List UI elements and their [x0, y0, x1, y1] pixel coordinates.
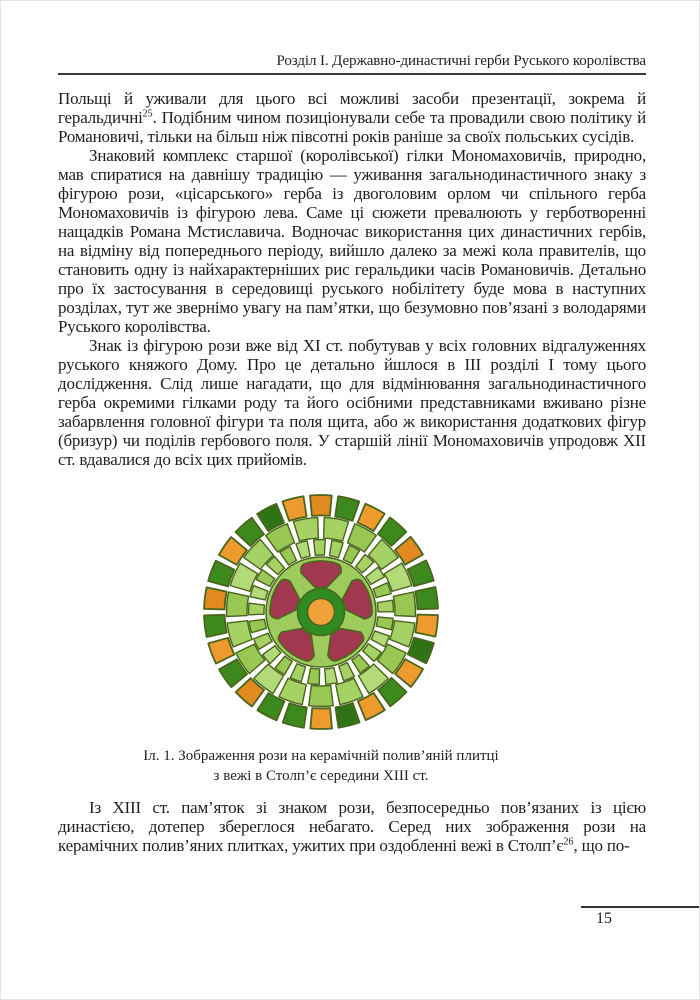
- mosaic-tile: [325, 668, 338, 685]
- rose-petal: [278, 628, 314, 661]
- paragraph-1: [58, 89, 646, 146]
- mosaic-tile: [415, 615, 438, 637]
- mosaic-tile: [335, 703, 359, 728]
- running-header-title: Розділ І. Державно-династичні герби Руського королівства: [276, 53, 646, 69]
- rose-hub-core: [308, 599, 335, 626]
- mosaic-tile: [227, 592, 249, 617]
- mosaic-tile: [330, 540, 344, 557]
- page-number: 15: [596, 910, 612, 927]
- mosaic-tile: [310, 495, 332, 516]
- mosaic-tile: [249, 619, 266, 632]
- header-rule: [58, 73, 646, 75]
- mosaic-tile: [208, 638, 234, 664]
- mosaic-tile: [248, 603, 264, 615]
- paragraph-2: Знаковий комплекс старшої (королівської) гілки Мономаховичів, природно, мав спиратися на давнішу традицію — уживання загальнодинастичного знаку з фігурою рози, «цісарського» герба із двоголовим орлом чи спільного герба Мономаховичів із фігурою лева. Саме ці сюжети превалюють у герботворенні нащадків Романа Мстиславича. Водночас використання цих династичних гербів, на відміну від попереднього періоду, вийшло далеко за межі кола правителів, що становить одну із найхарактерніших рис геральдики часів Романовичів. Детально про їх застосування в середовищі руського нобілітету буде мова в наступних розділах, тут же звернімо увагу на пам’ятки, що безумовно пов’язані з володарями Руського королівства.: [58, 146, 646, 336]
- mosaic-tile: [283, 703, 307, 728]
- paragraph-1-text: Польщі й уживали для цього всі можливі засоби презентації, зокрема й геральдичні: [58, 89, 646, 127]
- mosaic-tile: [376, 617, 393, 630]
- footer-rule: [581, 906, 700, 908]
- mosaic-tile: [308, 668, 320, 684]
- figure-caption-line2: з вежі в Столп’є середини XIII ст.: [213, 768, 429, 784]
- paragraph-4: [58, 798, 646, 855]
- mosaic-tile: [408, 560, 434, 586]
- rose-tile-mosaic-illustration: [201, 492, 441, 732]
- mosaic-tile: [250, 586, 268, 600]
- paragraph-4-text-cont: , що по-: [573, 836, 630, 855]
- mosaic-tile: [415, 587, 438, 609]
- mosaic-tile: [371, 631, 389, 647]
- mosaic-tile: [293, 518, 318, 542]
- mosaic-tile: [377, 600, 393, 612]
- mosaic-tile: [204, 615, 227, 637]
- mosaic-tile: [263, 646, 281, 664]
- mosaic-tile: [324, 518, 349, 542]
- mosaic-tile: [408, 638, 434, 664]
- mosaic-tile: [227, 621, 252, 647]
- mosaic-tile: [219, 537, 247, 565]
- paragraph-4-text: Із XIII ст. пам’яток зі знаком рози, безпосередньо пов’язаних із цією династією, дотепер збереглося небагато. Серед них зображення рози на керамічних полив’яних плитках, ужитих при оздобленні вежі в Столп’є: [58, 798, 646, 855]
- mosaic-tile: [309, 685, 334, 706]
- mosaic-tile: [393, 592, 415, 617]
- footnote-ref-25: 25: [142, 108, 153, 120]
- mosaic-tile: [256, 570, 275, 587]
- body-text: [58, 89, 646, 491]
- paragraph-3: Знак із фігурою рози вже від XI ст. побутував у всіх головних відгалуженнях руського княжого Дому. Про це детально йшлося в III розділі I тому цього дослідження. Слід лише нагадати, що для відмінювання загальнодинастичного герба окремими гілками роду та його осібними представниками вживано різне забарвлення головної фігури та поля щита, або ж використання додаткових фігур (бризур) чи поділів гербового поля. У старшій лінії Мономаховичів упродовж XII ст. вдавалися до всіх цих прийомів.: [58, 336, 646, 469]
- mosaic-tile: [373, 583, 391, 598]
- figure-caption-line1: Іл. 1. Зображення рози на керамічній полив’яній плитці: [143, 748, 499, 764]
- body-text-tail: [58, 798, 646, 860]
- mosaic-tile: [390, 621, 415, 647]
- mosaic-tile: [290, 664, 305, 682]
- figure-caption: [27, 746, 615, 786]
- mosaic-tile: [208, 561, 234, 587]
- mosaic-tile: [204, 587, 227, 609]
- mosaic-tile: [314, 540, 326, 556]
- footnote-ref-26: 26: [563, 836, 574, 848]
- mosaic-tile: [282, 496, 306, 521]
- figure-rose-tile: [201, 492, 441, 732]
- mosaic-tile: [335, 496, 359, 521]
- paragraph-1-text-cont: . Подібним чином позиціонували себе та провадили свою політику й Романовичі, тільки на більш ніж півсотні років раніше за своїх польських сусідів.: [58, 108, 646, 146]
- mosaic-tile: [339, 663, 355, 681]
- mosaic-tile: [395, 537, 423, 565]
- mosaic-tile: [310, 708, 332, 729]
- mosaic-tile: [296, 541, 310, 559]
